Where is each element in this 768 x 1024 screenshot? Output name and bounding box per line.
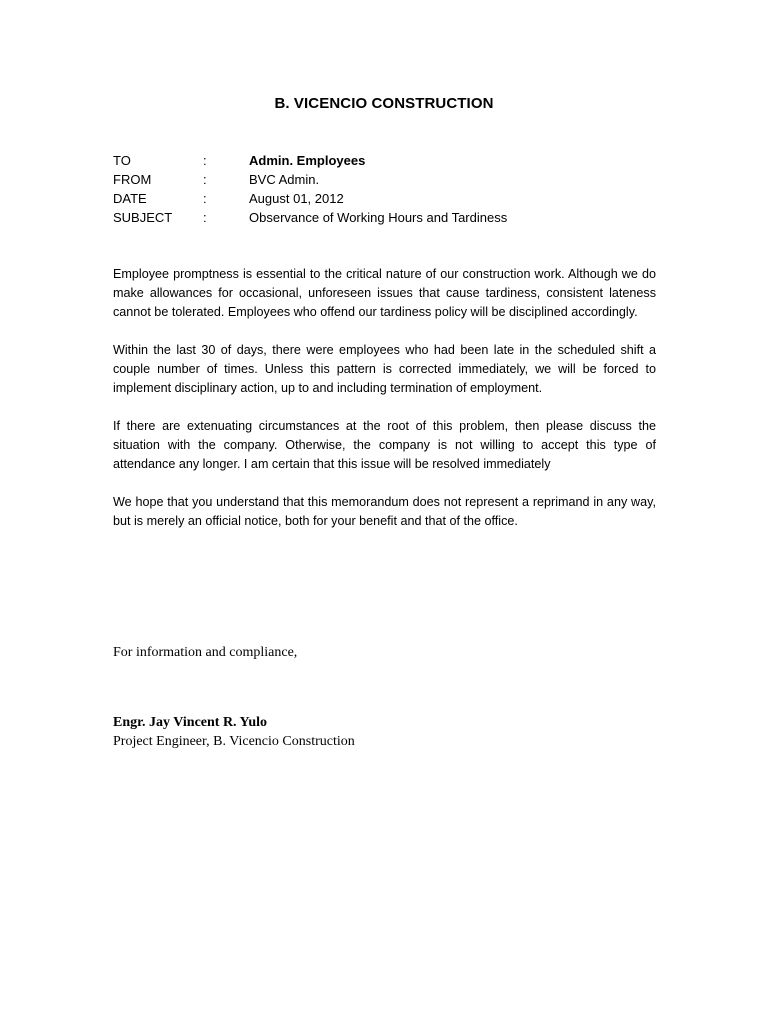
header-value-date: August 01, 2012	[249, 191, 344, 206]
signer-name: Engr. Jay Vincent R. Yulo	[113, 715, 268, 730]
header-value-subject: Observance of Working Hours and Tardiness	[249, 210, 508, 225]
header-value-from: BVC Admin.	[249, 172, 320, 187]
body-paragraph: Employee promptness is essential to the critical nature of our construction work. Although we do make allowances for occasional, unforeseen issues that cause tardiness, consistent lateness cannot be tolerated. Employees who offend our tardiness policy will be disciplined accordingly.	[113, 267, 656, 319]
signer-title: Project Engineer, B. Vicencio Construction	[113, 734, 355, 749]
closing-line: For information and compliance,	[113, 645, 298, 660]
memo-body	[113, 265, 656, 550]
header-colon: :	[203, 191, 207, 206]
body-paragraph: Within the last 30 of days, there were employees who had been late in the scheduled shift a couple number of times. Unless this pattern is corrected immediately, we will be forced to implement disciplinary action, up to and including termination of employment.	[113, 343, 656, 395]
header-value-to: Admin. Employees	[249, 153, 366, 168]
company-title: B. VICENCIO CONSTRUCTION	[274, 95, 494, 112]
body-paragraph: If there are extenuating circumstances at the root of this problem, then please discuss the situation with the company. Otherwise, the company is not willing to accept this type of attendance any longer. I am certain that this issue will be resolved immediately	[113, 419, 656, 471]
header-row-subject	[113, 208, 507, 227]
header-row-from	[113, 170, 507, 189]
header-label: TO	[113, 153, 131, 168]
signature-block	[113, 713, 355, 751]
header-label: DATE	[113, 191, 147, 206]
body-paragraph: We hope that you understand that this memorandum does not represent a reprimand in any way, but is merely an official notice, both for your benefit and that of the office.	[113, 495, 656, 528]
header-label: FROM	[113, 172, 152, 187]
header-colon: :	[203, 153, 207, 168]
header-colon: :	[203, 210, 207, 225]
memo-header	[113, 151, 507, 227]
header-label: SUBJECT	[113, 210, 173, 225]
header-row-date	[113, 189, 507, 208]
header-colon: :	[203, 172, 207, 187]
header-row-to	[113, 151, 507, 170]
